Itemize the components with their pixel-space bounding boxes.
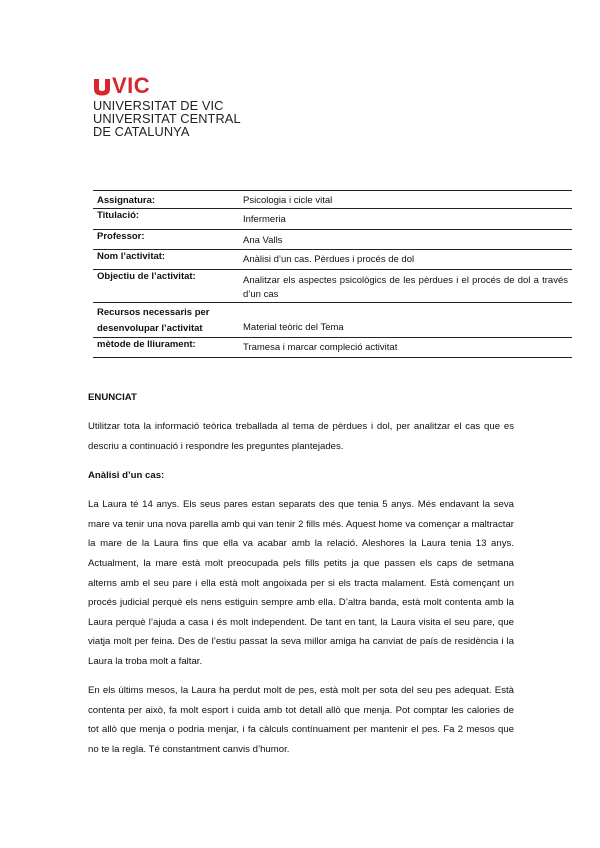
enunciat-heading: ENUNCIAT — [88, 392, 137, 403]
assignment-body — [88, 388, 514, 769]
logo-line-3: DE CATALUNYA — [93, 124, 190, 139]
case-analysis-heading: Anàlisi d’un cas: — [88, 469, 165, 481]
uvic-u-icon — [93, 78, 111, 96]
logo-brand-text: VIC — [112, 73, 151, 98]
university-logo — [93, 73, 241, 139]
logo-university-name — [93, 99, 241, 138]
enunciat-text: Utilitzar tota la informació teòrica treballada al tema de pèrdues i dol, per analitzar el cas que es descriu a continuació i respondre les preguntes plantejades. — [88, 421, 514, 452]
info-row-professor — [93, 230, 572, 250]
info-label: Assignatura: — [97, 195, 156, 206]
info-label: Titulació: — [97, 210, 140, 221]
info-row-degree — [93, 209, 572, 230]
logo-line-1: UNIVERSITAT DE VIC — [93, 98, 224, 113]
info-label: mètode de lliurament: — [97, 339, 196, 350]
info-label: Recursos necessaris per desenvolupar l’activitat — [97, 307, 210, 334]
info-row-subject — [93, 191, 572, 209]
info-row-resources — [93, 303, 572, 338]
activity-info-table — [93, 190, 572, 358]
info-label: Professor: — [97, 231, 145, 242]
info-value: Psicologia i cicle vital — [243, 195, 333, 206]
logo-line-2: UNIVERSITAT CENTRAL — [93, 111, 241, 126]
info-row-objective — [93, 270, 572, 303]
info-value: Tramesa i marcar compleció activitat — [243, 342, 398, 353]
info-label: Objectiu de l’activitat: — [97, 271, 196, 282]
info-value: Infermeria — [243, 214, 286, 225]
info-row-delivery — [93, 338, 572, 358]
info-value: Material teòric del Tema — [243, 322, 344, 333]
info-value: Anàlisi d’un cas. Pèrdues i procés de dol — [243, 254, 415, 265]
info-label: Nom l’activitat: — [97, 251, 166, 262]
info-row-activity-name — [93, 250, 572, 270]
case-paragraph-2: En els últims mesos, la Laura ha perdut molt de pes, està molt per sota del seu pes adequat. Està contenta per això, fa molt esport i cuida amb tot detall allò que menja. Pot comptar les calories de tot allò que menja o podria menjar, i fa càlculs contínuament per mantenir el pes. Fa 2 mesos que no te la regla. Té constantment canvis d’humor. — [88, 685, 514, 755]
info-value: Analitzar els aspectes psicològics de les pèrdues i el procés de dol a través d’un cas — [243, 275, 568, 300]
logo-mark — [93, 73, 241, 98]
case-paragraph-1: La Laura té 14 anys. Els seus pares estan separats des que tenia 5 anys. Més endavant la seva mare va tenir una nova parella amb qui van tenir 2 fills més. Aquest home va començar a maltractar la mare de la Laura fins que ella va acabar amb la relació. Aleshores la Laura tenia 13 anys. Actualment, la mare està molt preocupada pels fills petits ja que passen els caps de setmana alterns amb el seu pare i ella està molt angoixada per si els tracta malament. Està començant un procés judicial perquè els nens estiguin sempre amb ella. D’altra banda, està molt contenta amb la Laura perquè l’ajuda a casa i és molt independent. De tant en tant, la Laura visita el seu pare, que viatja molt per feina. Des de l’estiu passat la seva millor amiga ha canviat de país de residència i la Laura la troba molt a faltar. — [88, 499, 514, 667]
info-value: Ana Valls — [243, 235, 283, 246]
